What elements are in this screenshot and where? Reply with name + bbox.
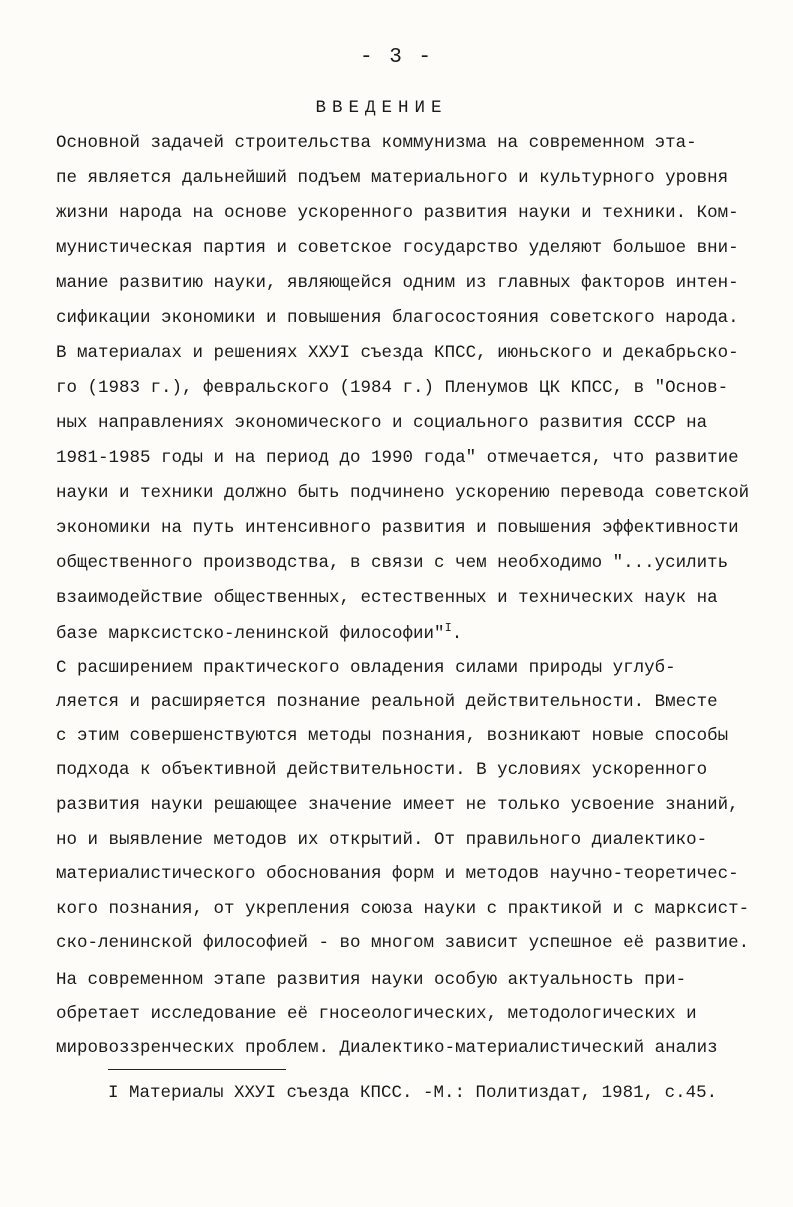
text-line: экономики на путь интенсивного развития и повышения эффективности [56,518,739,538]
text-line: 1981-1985 годы и на период до 1990 года" отмечается, что развитие [56,448,739,468]
text-line: сификации экономики и повышения благосостояния советского народа. [56,308,739,328]
section-heading: ВВЕДЕНИЕ [315,98,448,118]
text-line: мунистическая партия и советское государство уделяют большое вни- [56,238,739,258]
text-line: материалистического обоснования форм и методов научно-теоретичес- [56,864,739,884]
footnote-separator [108,1069,286,1070]
text-line: ляется и расширяется познание реальной действительности. Вместе [56,692,718,712]
text-line: взаимодействие общественных, естественных и технических наук на [56,588,718,608]
text-line: С расширением практического овладения силами природы углуб- [56,658,676,678]
text-line: мировоззренческих проблем. Диалектико-материалистический анализ [56,1038,718,1058]
text-line: ных направлениях экономического и социального развития СССР на [56,413,708,433]
footnote-reference-tail: . [451,624,463,644]
text-line: науки и техники должно быть подчинено ускорению перевода советской [56,483,750,503]
footnote: I Материалы ХХУI съезда КПСС. -М.: Политиздат, 1981, с.45. [108,1083,718,1103]
text-line: мание развитию науки, являющейся одним из главных факторов интен- [56,273,739,293]
text-line: жизни народа на основе ускоренного развития науки и техники. Ком- [56,203,739,223]
text-line: с этим совершенствуются методы познания, возникают новые способы [56,726,729,746]
text-line: развития науки решающее значение имеет не только усвоение знаний, [56,795,739,815]
text-line: общественного производства, в связи с чем необходимо "...усилить [56,553,729,573]
text-line: ско-ленинской философией - во многом зависит успешное её развитие. [56,933,750,953]
text-line: базе марксистско-ленинской философии"$^I$. [56,621,463,644]
text-line: го (1983 г.), февральского (1984 г.) Пленумов ЦК КПСС, в "Основ- [56,378,729,398]
text-line: пе является дальнейший подъем материального и культурного уровня [56,168,729,188]
text-line: но и выявление методов их открытий. От правильного диалектико- [56,830,708,850]
footnote-reference: I [444,621,452,635]
text-line: подхода к объективной действительности. В условиях ускоренного [56,760,708,780]
page-number: - 3 - [359,46,433,69]
text-line: В материалах и решениях ХХУI съезда КПСС, июньского и декабрьско- [56,343,739,363]
text-line: Основной задачей строительства коммунизма на современном эта- [56,133,697,153]
text-line: На современном этапе развития науки особую актуальность при- [56,970,687,990]
text-line: обретает исследование её гносеологических, методологических и [56,1004,697,1024]
text-line: кого познания, от укрепления союза науки с практикой и с марксист- [56,899,750,919]
